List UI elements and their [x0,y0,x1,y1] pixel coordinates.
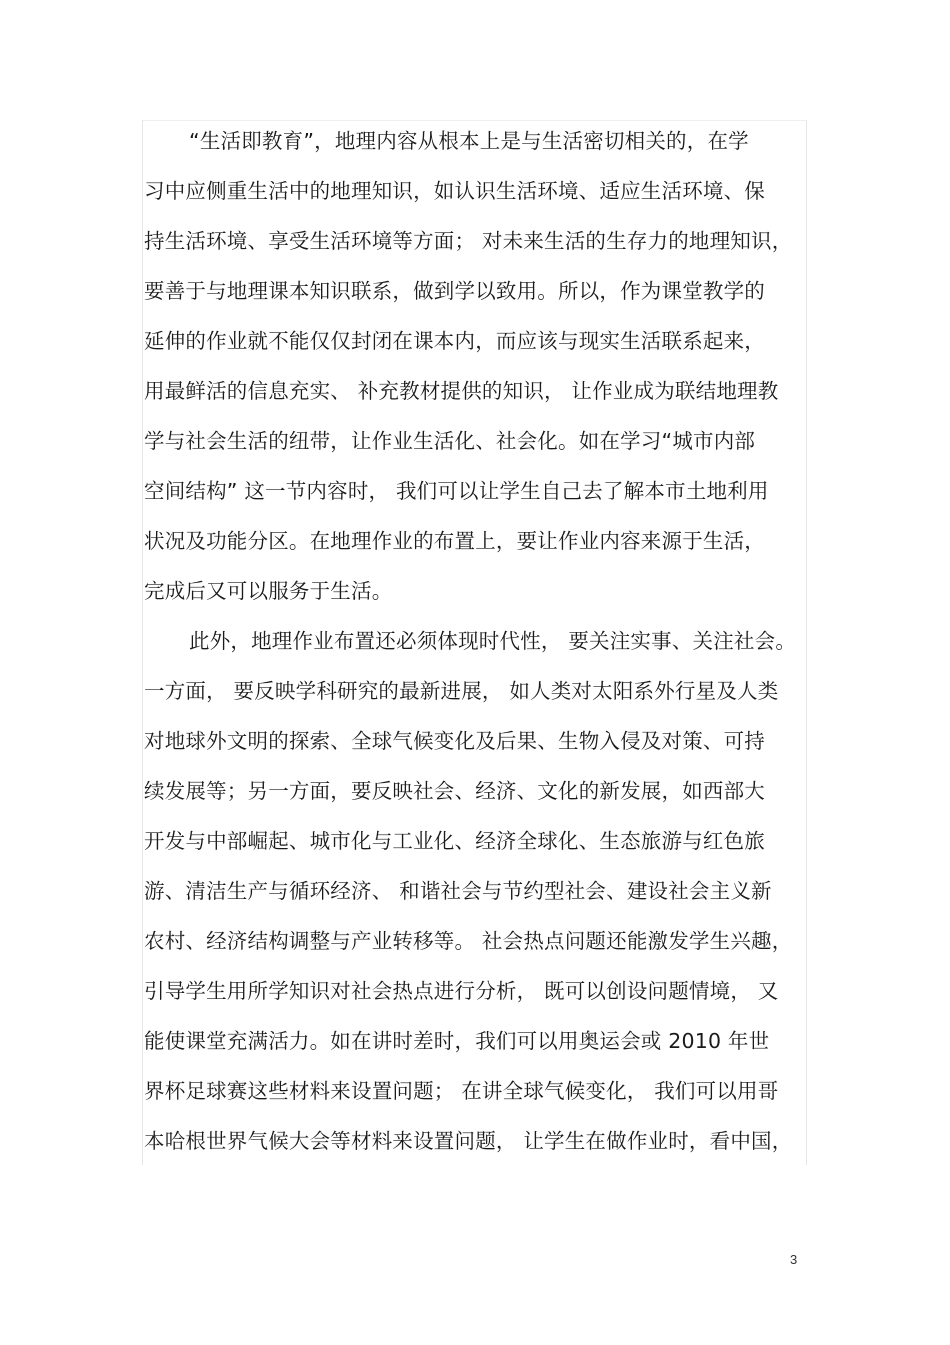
text-line: 学与社会生活的纽带，让作业生活化、社会化。如在学习“城市内部 [144,429,756,453]
page-number: 3 [790,1252,798,1267]
text-line: 引导学生用所学知识对社会热点进行分析， 既可以创设问题情境， 又 [144,979,779,1003]
page-frame-top-border [142,120,806,121]
text-line: 空间结构” 这一节内容时， 我们可以让学生自己去了解本市土地利用 [144,479,769,503]
text-line: 要善于与地理课本知识联系，做到学以致用。所以，作为课堂教学的 [144,279,765,303]
text-line: 能使课堂充满活力。如在讲时差时，我们可以用奥运会或 2010 年世 [144,1029,770,1053]
text-line: 界杯足球赛这些材料来设置问题； 在讲全球气候变化， 我们可以用哥 [144,1079,779,1103]
text-line: 习中应侧重生活中的地理知识，如认识生活环境、适应生活环境、保 [144,179,765,203]
text-line: 续发展等；另一方面，要反映社会、经济、文化的新发展，如西部大 [144,779,765,803]
text-line: 游、清洁生产与循环经济、 和谐社会与节约型社会、建设社会主义新 [144,879,772,903]
text-line: 状况及功能分区。在地理作业的布置上，要让作业内容来源于生活， [144,529,765,553]
text-line: 本哈根世界气候大会等材料来设置问题， 让学生在做作业时，看中国， [144,1129,793,1153]
text-line: 持生活环境、享受生活环境等方面； 对未来生活的生存力的地理知识， [144,229,793,253]
page-frame-left-border [142,120,143,1165]
text-line: 完成后又可以服务于生活。 [144,579,393,603]
text-line: 开发与中部崛起、城市化与工业化、经济全球化、生态旅游与红色旅 [144,829,765,853]
text-line: 一方面， 要反映学科研究的最新进展， 如人类对太阳系外行星及人类 [144,679,779,703]
text-line: 此外，地理作业布置还必须体现时代性， 要关注实事、关注社会。 [189,629,797,653]
text-line: “生活即教育”，地理内容从根本上是与生活密切相关的，在学 [189,129,749,153]
text-line: 用最鲜活的信息充实、 补充教材提供的知识， 让作业成为联结地理教 [144,379,779,403]
text-line: 延伸的作业就不能仅仅封闭在课本内，而应该与现实生活联系起来， [144,329,765,353]
page-frame-right-border [806,120,807,1165]
text-line: 农村、经济结构调整与产业转移等。 社会热点问题还能激发学生兴趣， [144,929,793,953]
text-line: 对地球外文明的探索、全球气候变化及后果、生物入侵及对策、可持 [144,729,765,753]
